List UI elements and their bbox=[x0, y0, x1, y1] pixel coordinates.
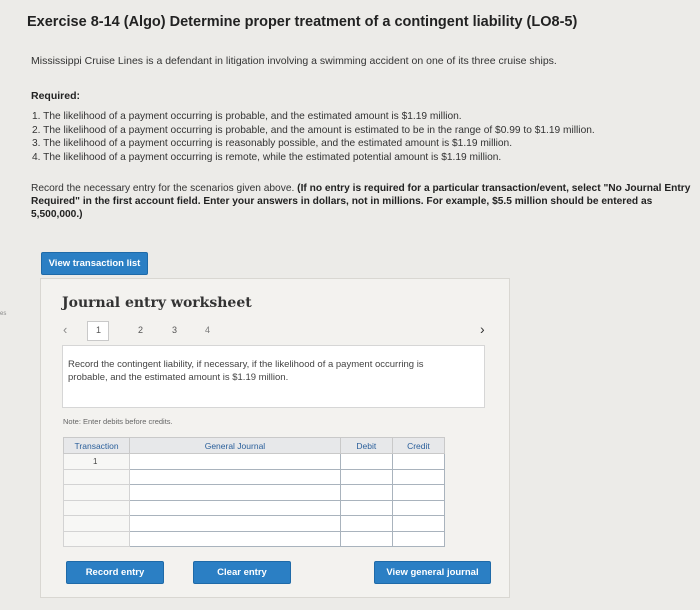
previous-page-icon[interactable]: ‹ bbox=[63, 322, 68, 337]
account-input[interactable] bbox=[130, 500, 341, 516]
general-journal-header: General Journal bbox=[130, 438, 341, 454]
journal-table bbox=[63, 437, 445, 547]
page-2-tab[interactable]: 2 bbox=[138, 325, 144, 335]
transaction-cell bbox=[64, 516, 130, 532]
transaction-cell bbox=[64, 469, 130, 485]
scenario-text: Record the contingent liability, if necessary, if the likelihood of a payment occurring is probable, and the estimated amount is $1.19 million. bbox=[68, 359, 424, 383]
scenario-item: 1. The likelihood of a payment occurring is probable, and the estimated amount is $1.19 million. bbox=[32, 111, 462, 122]
account-input[interactable] bbox=[130, 516, 341, 532]
credit-header: Credit bbox=[392, 438, 444, 454]
required-label: Required: bbox=[31, 90, 81, 102]
table-row bbox=[64, 516, 445, 532]
account-input[interactable] bbox=[130, 469, 341, 485]
next-page-icon[interactable]: › bbox=[480, 321, 485, 337]
page-3-tab[interactable]: 3 bbox=[172, 325, 178, 335]
intro-text: Mississippi Cruise Lines is a defendant in litigation involving a swimming accident on one of its three cruise ships. bbox=[31, 55, 557, 67]
credit-input[interactable] bbox=[392, 485, 444, 501]
transaction-cell bbox=[64, 500, 130, 516]
table-row bbox=[64, 469, 445, 485]
transaction-cell: 1 bbox=[64, 454, 130, 470]
scenario-list bbox=[32, 110, 595, 164]
debit-input[interactable] bbox=[340, 500, 392, 516]
account-input[interactable] bbox=[130, 531, 341, 547]
scenario-item: 4. The likelihood of a payment occurring is remote, while the estimated potential amount is $1.19 million. bbox=[32, 151, 502, 163]
credit-input[interactable] bbox=[392, 516, 444, 532]
instructions-plain: Record the necessary entry for the scenarios given above. bbox=[31, 183, 295, 194]
debit-input[interactable] bbox=[340, 454, 392, 470]
debit-header: Debit bbox=[340, 438, 392, 454]
account-input[interactable] bbox=[130, 454, 341, 470]
transaction-header: Transaction bbox=[64, 438, 130, 454]
debit-input[interactable] bbox=[340, 485, 392, 501]
debit-input[interactable] bbox=[340, 516, 392, 532]
instructions bbox=[31, 182, 699, 221]
table-row bbox=[64, 454, 445, 470]
scenario-item: 2. The likelihood of a payment occurring is probable, and the amount is estimated to be in the range of $0.99 to $1.19 million. bbox=[32, 124, 595, 136]
view-transaction-list-button[interactable]: View transaction list bbox=[41, 252, 148, 275]
credit-input[interactable] bbox=[392, 500, 444, 516]
side-mark: es bbox=[0, 311, 7, 317]
table-row bbox=[64, 485, 445, 501]
instructions-bold: (If no entry is required for a particular transaction/event, select "No Journal Entry Required" in the first account field. Enter your answers in dollars, not in millions. For example, $5.5 million should be entered as 5,500,000.) bbox=[31, 183, 691, 220]
clear-entry-button[interactable]: Clear entry bbox=[193, 561, 291, 584]
credit-input[interactable] bbox=[392, 531, 444, 547]
page-title: Exercise 8-14 (Algo) Determine proper treatment of a contingent liability (LO8-5) bbox=[27, 14, 578, 30]
transaction-cell bbox=[64, 531, 130, 547]
credit-input[interactable] bbox=[392, 454, 444, 470]
view-general-journal-button[interactable]: View general journal bbox=[374, 561, 491, 584]
table-row bbox=[64, 500, 445, 516]
page-4-tab[interactable]: 4 bbox=[205, 325, 211, 335]
account-input[interactable] bbox=[130, 485, 341, 501]
debit-input[interactable] bbox=[340, 531, 392, 547]
scenario-item: 3. The likelihood of a payment occurring is reasonably possible, and the estimated amount is $1.19 million. bbox=[32, 138, 513, 149]
worksheet-title: Journal entry worksheet bbox=[62, 295, 252, 311]
transaction-cell bbox=[64, 485, 130, 501]
record-entry-button[interactable]: Record entry bbox=[66, 561, 164, 584]
page-1-tab[interactable]: 1 bbox=[96, 325, 102, 335]
debits-note: Note: Enter debits before credits. bbox=[63, 417, 173, 426]
credit-input[interactable] bbox=[392, 469, 444, 485]
table-row bbox=[64, 531, 445, 547]
debit-input[interactable] bbox=[340, 469, 392, 485]
